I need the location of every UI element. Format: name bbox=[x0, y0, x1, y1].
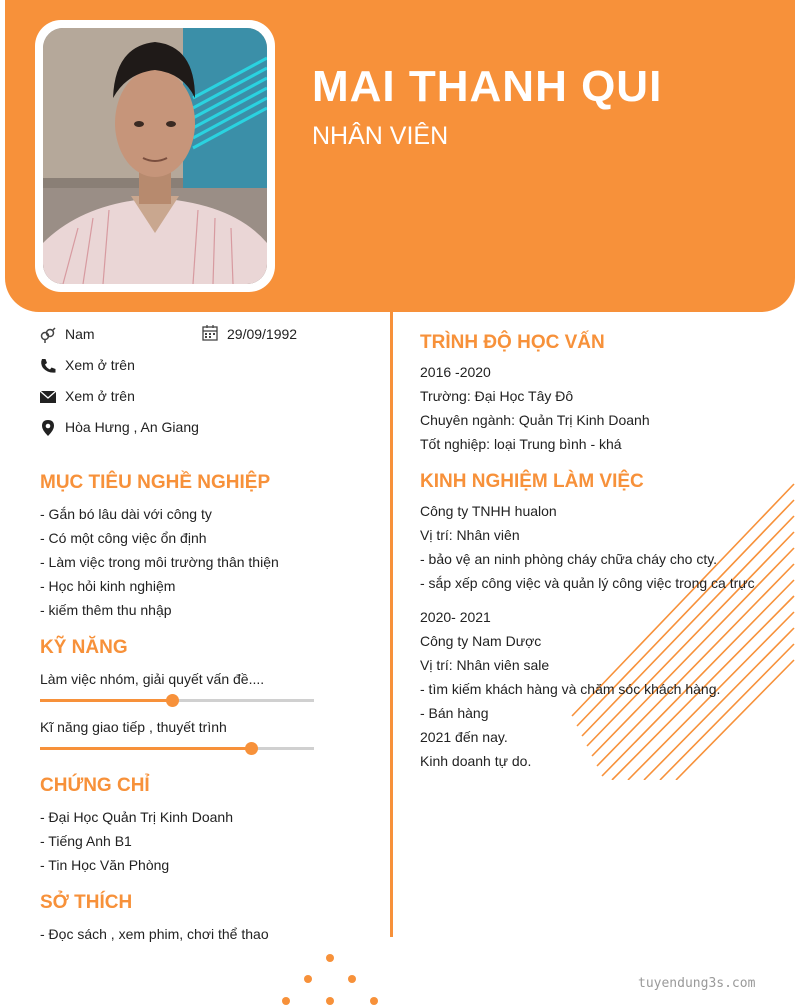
skill-level-fill bbox=[40, 699, 172, 702]
hobby-item: - Đọc sách , xem phim, chơi thể thao bbox=[40, 926, 269, 942]
objective-item: - Học hỏi kinh nghiệm bbox=[40, 578, 176, 594]
skill-label: Làm việc nhóm, giải quyết vấn đề.... bbox=[40, 671, 265, 687]
skill-level-fill bbox=[40, 747, 251, 750]
decorative-dots bbox=[275, 948, 385, 1006]
skill-level-knob bbox=[245, 742, 258, 755]
skills-heading: KỸ NĂNG bbox=[40, 637, 128, 658]
objective-heading: MỤC TIÊU NGHỀ NGHIỆP bbox=[40, 472, 271, 493]
experience-line: Công ty Nam Dược bbox=[420, 633, 542, 649]
experience-line: Vị trí: Nhân viên sale bbox=[420, 657, 550, 673]
gender-value: Nam bbox=[65, 326, 95, 342]
watermark: tuyendung3s.com bbox=[638, 976, 756, 991]
skill-level-bar bbox=[40, 747, 314, 750]
skill-label: Kĩ năng giao tiếp , thuyết trình bbox=[40, 719, 227, 735]
column-divider bbox=[390, 312, 393, 937]
hobbies-heading: SỞ THÍCH bbox=[40, 892, 133, 913]
email-icon bbox=[39, 388, 57, 406]
experience-line: 2020- 2021 bbox=[420, 609, 491, 625]
phone-value: Xem ở trên bbox=[65, 357, 135, 373]
objective-item: - kiếm thêm thu nhập bbox=[40, 602, 172, 618]
address-value: Hòa Hưng , An Giang bbox=[65, 419, 199, 435]
experience-line: - Bán hàng bbox=[420, 705, 489, 721]
education-line: Trường: Đại Học Tây Đô bbox=[420, 388, 574, 404]
profile-photo-frame bbox=[35, 20, 275, 292]
experience-heading: KINH NGHIỆM LÀM VIỆC bbox=[420, 471, 644, 492]
certificate-item: - Đại Học Quản Trị Kinh Doanh bbox=[40, 809, 233, 825]
objective-item: - Có một công việc ổn định bbox=[40, 530, 207, 546]
profile-photo bbox=[43, 28, 267, 284]
birthday-value: 29/09/1992 bbox=[227, 326, 298, 342]
experience-line: - tìm kiếm khách hàng và chăm sóc khách hàng. bbox=[420, 681, 721, 697]
gender-icon bbox=[39, 326, 57, 344]
decorative-stripes bbox=[560, 480, 800, 780]
experience-line: - bảo vệ an ninh phòng cháy chữa cháy cho cty. bbox=[420, 551, 718, 567]
objective-item: - Gắn bó lâu dài với công ty bbox=[40, 506, 212, 522]
phone-icon bbox=[39, 357, 57, 375]
objective-item: - Làm việc trong môi trường thân thiện bbox=[40, 554, 279, 570]
experience-line: Công ty TNHH hualon bbox=[420, 503, 557, 519]
skill-level-bar bbox=[40, 699, 314, 702]
education-heading: TRÌNH ĐỘ HỌC VẤN bbox=[420, 332, 605, 353]
education-line: Chuyên ngành: Quản Trị Kinh Doanh bbox=[420, 412, 650, 428]
calendar-icon bbox=[201, 324, 219, 342]
experience-line: - sắp xếp công việc và quản lý công việc trong ca trực bbox=[420, 575, 755, 591]
certificates-heading: CHỨNG CHỈ bbox=[40, 775, 150, 796]
candidate-title: NHÂN VIÊN bbox=[312, 122, 449, 150]
education-line: 2016 -2020 bbox=[420, 364, 491, 380]
education-line: Tốt nghiệp: loại Trung bình - khá bbox=[420, 436, 622, 452]
experience-line: Vị trí: Nhân viên bbox=[420, 527, 520, 543]
location-pin-icon bbox=[39, 419, 57, 437]
candidate-name: MAI THANH QUI bbox=[312, 62, 663, 111]
experience-line: 2021 đến nay. bbox=[420, 729, 508, 745]
email-value: Xem ở trên bbox=[65, 388, 135, 404]
certificate-item: - Tin Học Văn Phòng bbox=[40, 857, 170, 873]
certificate-item: - Tiếng Anh B1 bbox=[40, 833, 132, 849]
experience-line: Kinh doanh tự do. bbox=[420, 753, 532, 769]
skill-level-knob bbox=[166, 694, 179, 707]
